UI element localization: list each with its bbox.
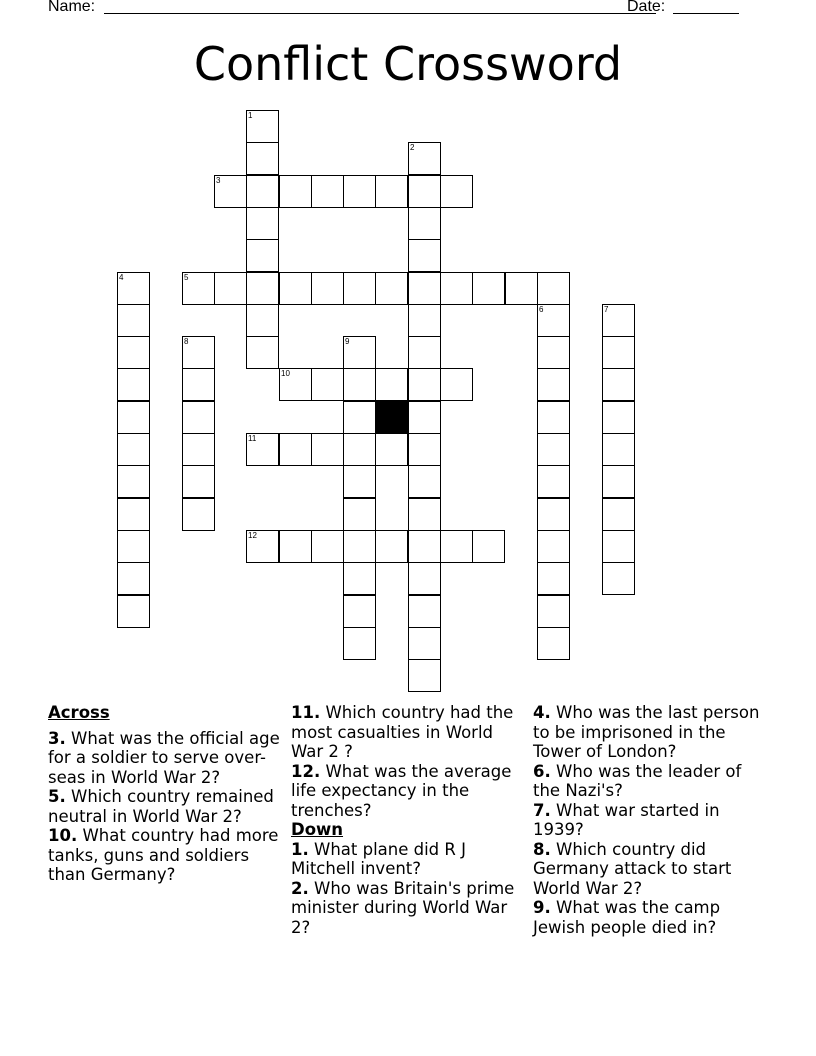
grid-cell[interactable] bbox=[117, 272, 150, 305]
grid-cell[interactable] bbox=[246, 304, 279, 337]
grid-cell[interactable] bbox=[602, 336, 635, 369]
clue-text: What country had more tanks, guns and soldiers than Germany? bbox=[48, 826, 279, 884]
clues-column-2 bbox=[291, 703, 527, 937]
clue-number-label: 6 bbox=[539, 305, 544, 314]
grid-cell[interactable] bbox=[182, 272, 215, 305]
grid-cell[interactable] bbox=[408, 336, 441, 369]
clue-text: What war started in 1939? bbox=[533, 800, 720, 839]
grid-cell[interactable] bbox=[343, 627, 376, 660]
grid-cell[interactable] bbox=[246, 142, 279, 175]
grid-cell[interactable] bbox=[375, 530, 408, 563]
grid-cell[interactable] bbox=[602, 530, 635, 563]
grid-cell[interactable] bbox=[505, 272, 538, 305]
clue-number-label: 12 bbox=[248, 531, 257, 540]
clue-down-1 bbox=[291, 840, 527, 879]
grid-cell[interactable] bbox=[279, 433, 312, 466]
grid-cell[interactable] bbox=[311, 433, 344, 466]
black-square bbox=[375, 401, 408, 434]
grid-cell[interactable] bbox=[408, 498, 441, 531]
down-heading: Down bbox=[291, 820, 344, 839]
clue-number: 1. bbox=[291, 839, 309, 859]
clue-down-6 bbox=[533, 762, 769, 801]
grid-cell[interactable] bbox=[602, 433, 635, 466]
grid-cell[interactable] bbox=[117, 368, 150, 401]
grid-cell[interactable] bbox=[375, 368, 408, 401]
grid-cell[interactable] bbox=[537, 304, 570, 337]
grid-cell[interactable] bbox=[246, 175, 279, 208]
clue-across-12 bbox=[291, 762, 527, 821]
grid-cell[interactable] bbox=[408, 433, 441, 466]
clue-down-2 bbox=[291, 879, 527, 938]
clue-text: Which country remained neutral in World War 2? bbox=[48, 787, 274, 826]
grid-cell[interactable] bbox=[408, 272, 441, 305]
grid-cell[interactable] bbox=[602, 368, 635, 401]
grid-cell[interactable] bbox=[408, 530, 441, 563]
grid-cell[interactable] bbox=[246, 110, 279, 143]
grid-cell[interactable] bbox=[343, 498, 376, 531]
grid-cell[interactable] bbox=[117, 498, 150, 531]
clue-text: What was the official age for a soldier to serve over-seas in World War 2? bbox=[48, 728, 280, 787]
grid-cell[interactable] bbox=[343, 595, 376, 628]
grid-cell[interactable] bbox=[537, 368, 570, 401]
grid-cell[interactable] bbox=[343, 368, 376, 401]
clue-number: 6. bbox=[533, 761, 551, 781]
grid-cell[interactable] bbox=[537, 498, 570, 531]
date-label: Date: bbox=[627, 0, 666, 15]
clue-text: What was the camp Jewish people died in? bbox=[533, 898, 721, 937]
clue-down-8 bbox=[533, 840, 769, 899]
grid-cell[interactable] bbox=[408, 627, 441, 660]
grid-cell[interactable] bbox=[214, 175, 247, 208]
clue-text: Who was the last person to be imprisoned in the Tower of London? bbox=[533, 703, 760, 761]
clue-number: 9. bbox=[533, 898, 551, 917]
grid-cell[interactable] bbox=[311, 530, 344, 563]
grid-cell[interactable] bbox=[602, 401, 635, 434]
clue-number: 12. bbox=[291, 761, 321, 781]
clue-number: 2. bbox=[291, 878, 309, 898]
grid-cell[interactable] bbox=[408, 207, 441, 240]
grid-cell[interactable] bbox=[537, 627, 570, 660]
grid-cell[interactable] bbox=[343, 465, 376, 498]
grid-cell[interactable] bbox=[602, 498, 635, 531]
grid-cell[interactable] bbox=[537, 530, 570, 563]
clue-number-label: 5 bbox=[184, 273, 189, 282]
clue-number: 10. bbox=[48, 826, 78, 845]
grid-cell[interactable] bbox=[537, 433, 570, 466]
clue-text: What plane did R J Mitchell invent? bbox=[291, 839, 466, 878]
clue-across-10 bbox=[48, 826, 284, 885]
grid-cell[interactable] bbox=[343, 175, 376, 208]
grid-cell[interactable] bbox=[440, 175, 473, 208]
clue-number-label: 9 bbox=[345, 337, 350, 346]
grid-cell[interactable] bbox=[375, 272, 408, 305]
grid-cell[interactable] bbox=[408, 175, 441, 208]
clue-across-3 bbox=[48, 729, 284, 788]
clue-number-label: 3 bbox=[216, 176, 221, 185]
clue-number: 7. bbox=[533, 800, 551, 820]
grid-cell[interactable] bbox=[537, 336, 570, 369]
grid-cell[interactable] bbox=[408, 465, 441, 498]
grid-cell[interactable] bbox=[537, 562, 570, 595]
grid-cell[interactable] bbox=[117, 465, 150, 498]
grid-cell[interactable] bbox=[279, 368, 312, 401]
clue-text: What was the average life expectancy in the trenches? bbox=[291, 761, 512, 820]
grid-cell[interactable] bbox=[472, 530, 505, 563]
grid-cell[interactable] bbox=[343, 272, 376, 305]
grid-cell[interactable] bbox=[408, 659, 441, 692]
grid-cell[interactable] bbox=[117, 304, 150, 337]
grid-cell[interactable] bbox=[117, 433, 150, 466]
clue-number-label: 10 bbox=[281, 369, 290, 378]
grid-cell[interactable] bbox=[182, 433, 215, 466]
grid-cell[interactable] bbox=[408, 368, 441, 401]
grid-cell[interactable] bbox=[246, 336, 279, 369]
grid-cell[interactable] bbox=[117, 562, 150, 595]
clue-number: 4. bbox=[533, 703, 551, 722]
clues-column-1 bbox=[48, 703, 284, 885]
grid-cell[interactable] bbox=[537, 401, 570, 434]
grid-cell[interactable] bbox=[182, 336, 215, 369]
clue-number-label: 7 bbox=[604, 305, 609, 314]
grid-cell[interactable] bbox=[343, 401, 376, 434]
clue-number-label: 8 bbox=[184, 337, 189, 346]
grid-cell[interactable] bbox=[537, 465, 570, 498]
grid-cell[interactable] bbox=[472, 272, 505, 305]
name-label: Name: bbox=[48, 0, 96, 15]
grid-cell[interactable] bbox=[311, 272, 344, 305]
grid-cell[interactable] bbox=[246, 433, 279, 466]
clue-down-9 bbox=[533, 898, 769, 937]
clue-number-label: 4 bbox=[119, 273, 124, 282]
across-heading: Across bbox=[48, 703, 110, 722]
clue-text: Which country had the most casualties in World War 2 ? bbox=[291, 703, 514, 761]
clue-number: 3. bbox=[48, 728, 66, 748]
grid-cell[interactable] bbox=[375, 175, 408, 208]
grid-cell[interactable] bbox=[279, 175, 312, 208]
grid-cell[interactable] bbox=[246, 530, 279, 563]
grid-cell[interactable] bbox=[311, 368, 344, 401]
grid-cell[interactable] bbox=[117, 401, 150, 434]
grid-cell[interactable] bbox=[408, 562, 441, 595]
grid-cell[interactable] bbox=[343, 433, 376, 466]
clue-across-5 bbox=[48, 787, 284, 826]
grid-cell[interactable] bbox=[602, 465, 635, 498]
grid-cell[interactable] bbox=[117, 530, 150, 563]
clue-number: 8. bbox=[533, 839, 551, 859]
grid-cell[interactable] bbox=[182, 401, 215, 434]
grid-cell[interactable] bbox=[537, 595, 570, 628]
grid-cell[interactable] bbox=[408, 304, 441, 337]
clue-text: Who was Britain's prime minister during World War 2? bbox=[291, 878, 515, 937]
clue-across-11 bbox=[291, 703, 527, 762]
grid-cell[interactable] bbox=[408, 401, 441, 434]
grid-cell[interactable] bbox=[440, 530, 473, 563]
grid-cell[interactable] bbox=[182, 368, 215, 401]
grid-cell[interactable] bbox=[343, 530, 376, 563]
grid-cell[interactable] bbox=[117, 595, 150, 628]
grid-cell[interactable] bbox=[343, 562, 376, 595]
grid-cell[interactable] bbox=[279, 272, 312, 305]
grid-cell[interactable] bbox=[408, 142, 441, 175]
clue-number: 11. bbox=[291, 703, 321, 722]
grid-cell[interactable] bbox=[117, 336, 150, 369]
grid-cell[interactable] bbox=[537, 272, 570, 305]
clue-text: Who was the leader of the Nazi's? bbox=[533, 761, 742, 800]
clues-column-3 bbox=[533, 703, 769, 937]
grid-cell[interactable] bbox=[246, 207, 279, 240]
clue-number-label: 2 bbox=[410, 143, 415, 152]
page-title: Conflict Crossword bbox=[193, 37, 623, 91]
grid-cell[interactable] bbox=[311, 175, 344, 208]
grid-cell[interactable] bbox=[375, 433, 408, 466]
grid-cell[interactable] bbox=[246, 272, 279, 305]
clue-number-label: 11 bbox=[248, 434, 257, 443]
clue-text: Which country did Germany attack to start World War 2? bbox=[533, 839, 732, 898]
grid-cell[interactable] bbox=[602, 562, 635, 595]
grid-cell[interactable] bbox=[408, 595, 441, 628]
grid-cell[interactable] bbox=[182, 498, 215, 531]
grid-cell[interactable] bbox=[408, 239, 441, 272]
grid-cell[interactable] bbox=[602, 304, 635, 337]
grid-cell[interactable] bbox=[214, 272, 247, 305]
clue-number: 5. bbox=[48, 787, 66, 806]
clue-down-7 bbox=[533, 801, 769, 840]
grid-cell[interactable] bbox=[246, 239, 279, 272]
clue-down-4 bbox=[533, 703, 769, 762]
grid-cell[interactable] bbox=[440, 272, 473, 305]
grid-cell[interactable] bbox=[182, 465, 215, 498]
grid-cell[interactable] bbox=[279, 530, 312, 563]
grid-cell[interactable] bbox=[343, 336, 376, 369]
clue-number-label: 1 bbox=[248, 111, 253, 120]
grid-cell[interactable] bbox=[440, 368, 473, 401]
